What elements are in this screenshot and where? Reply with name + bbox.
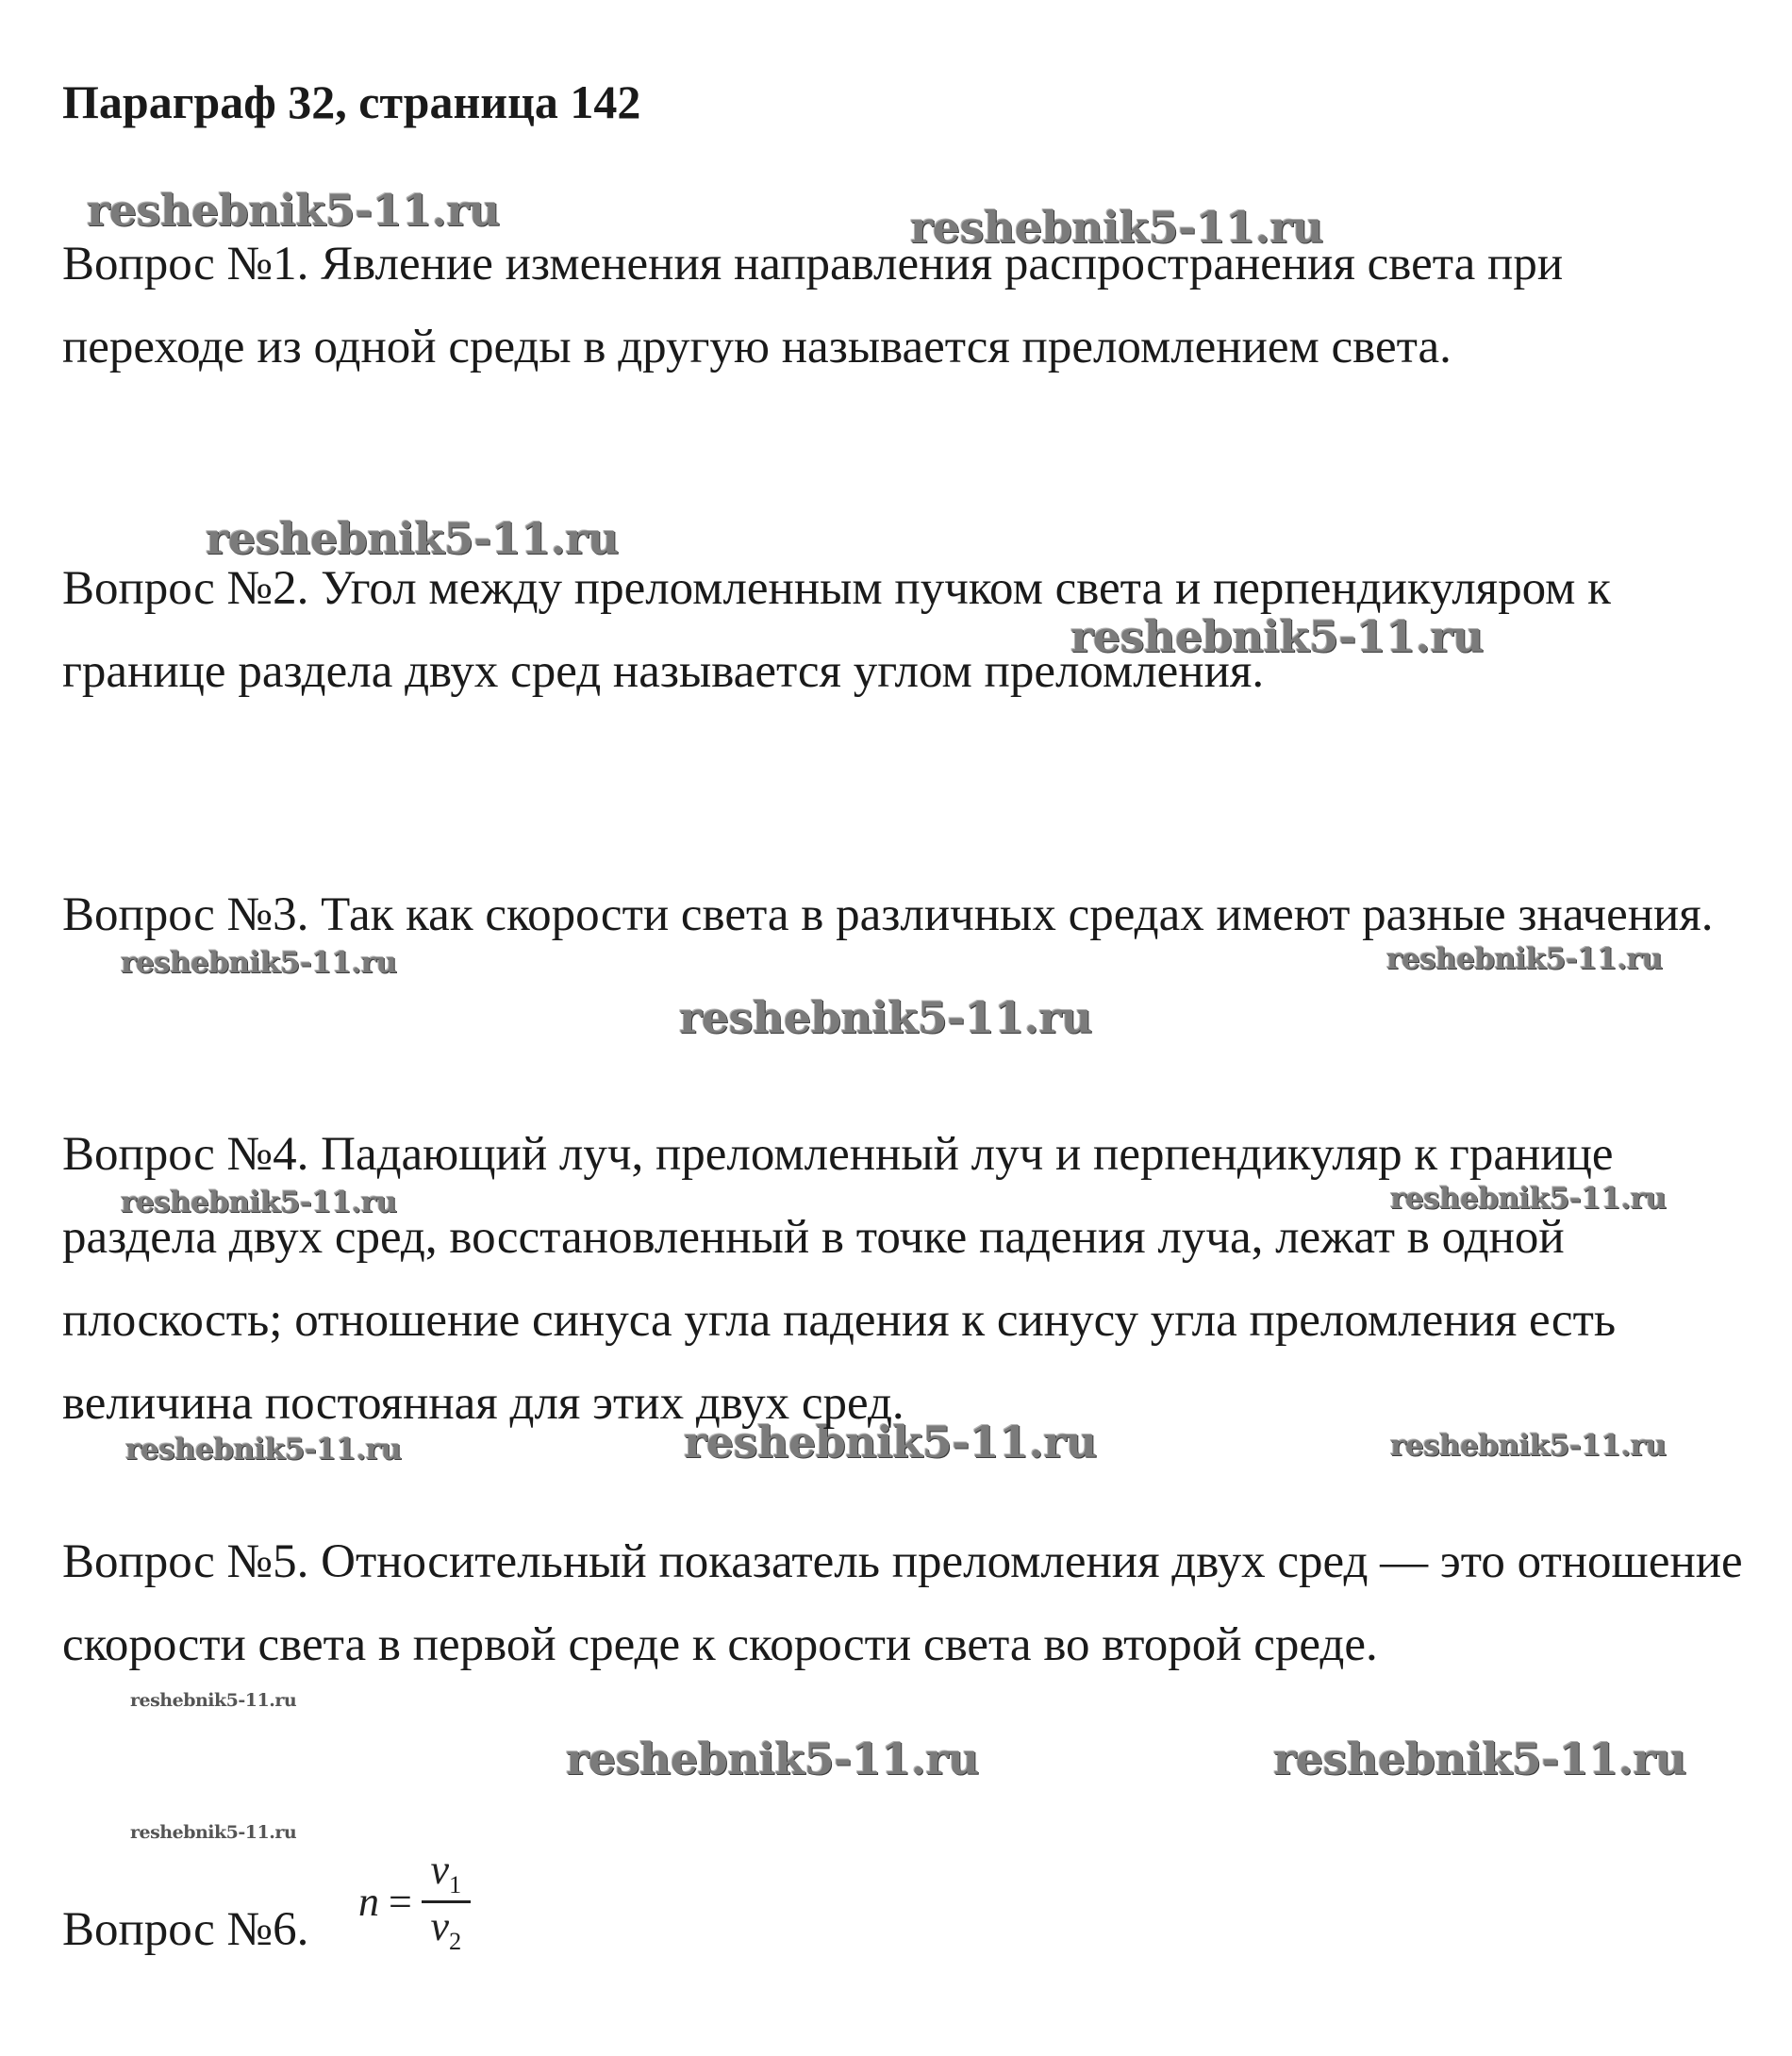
watermark: reshebnik5-11.ru (684, 1417, 1097, 1467)
question-3: Вопрос №3. Так как скорости света в различных средах имеют разные значения. (62, 888, 1714, 941)
refraction-index-formula (358, 1849, 471, 1954)
watermark: reshebnik5-11.ru (1070, 611, 1484, 662)
watermark: reshebnik5-11.ru (1390, 1429, 1667, 1463)
watermark: reshebnik5-11.ru (1390, 1182, 1667, 1216)
watermark: reshebnik5-11.ru (206, 513, 619, 564)
page-heading: Параграф 32, страница 142 (62, 75, 641, 128)
watermark: reshebnik5-11.ru (121, 946, 397, 980)
watermark: reshebnik5-11.ru (1273, 1733, 1686, 1784)
watermark: reshebnik5-11.ru (910, 202, 1323, 253)
formula-denominator: $v_2$ (430, 1902, 462, 1955)
watermark: reshebnik5-11.ru (679, 992, 1092, 1043)
watermark: reshebnik5-11.ru (125, 1433, 402, 1467)
formula-equals: = (389, 1878, 412, 1925)
question-4: Вопрос №4. Падающий луч, преломленный луч и перпендикуляр к границе раздела двух сред, восстановленный в точке падения луча, лежат в одной плоскость; отношение синуса угла падения к синусу угла преломления есть величина постоянная для этих двух сред. (62, 1128, 1617, 1430)
watermark: reshebnik5-11.ru (566, 1733, 979, 1784)
formula-numerator: $v_1$ (430, 1847, 462, 1898)
watermark: reshebnik5-11.ru (121, 1186, 397, 1219)
question-5: Вопрос №5. Относительный показатель преломления двух сред — это отношение скорости света в первой среде к скорости света во второй среде. (62, 1535, 1743, 1671)
question-1: Вопрос №1. Явление изменения направления распространения света при переходе из одной среды в другую называется преломлением света. (62, 238, 1564, 373)
question-6: Вопрос №6. (62, 1903, 309, 1956)
watermark: reshebnik5-11.ru (87, 185, 500, 236)
question-2: Вопрос №2. Угол между преломленным пучком света и перпендикуляром к границе раздела двух сред называется углом преломления. (62, 562, 1611, 698)
watermark: reshebnik5-11.ru (130, 1822, 297, 1843)
formula-fraction (422, 1849, 471, 1954)
formula-lhs: n (358, 1878, 379, 1925)
watermark: reshebnik5-11.ru (1386, 942, 1663, 976)
watermark: reshebnik5-11.ru (130, 1690, 297, 1711)
